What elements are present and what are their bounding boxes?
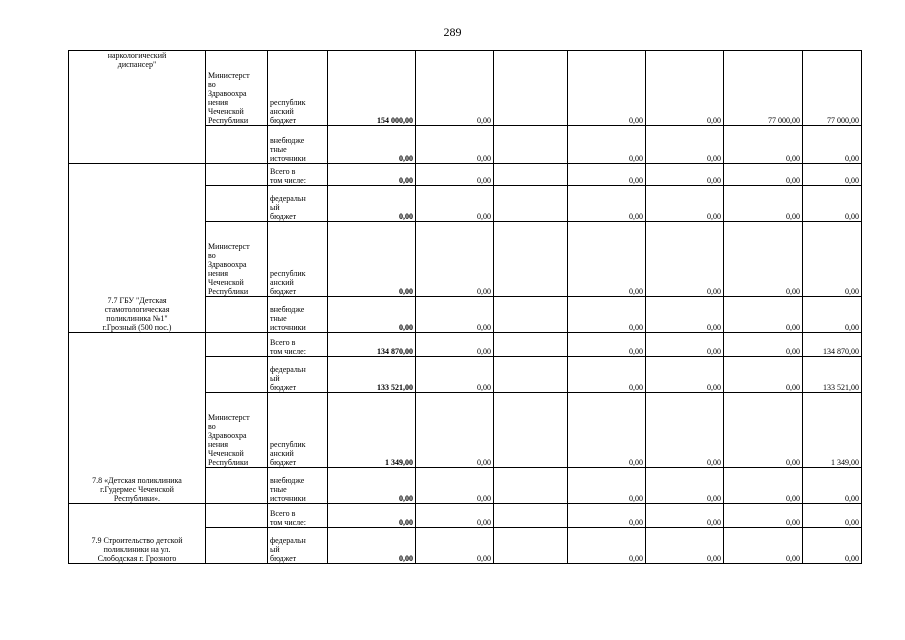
amount-cell — [494, 297, 568, 333]
amount-cell: 0,00 — [803, 222, 862, 297]
amount-cell: 0,00 — [568, 504, 646, 528]
organization-cell — [206, 126, 268, 164]
amount-cell: 0,00 — [416, 528, 494, 564]
amount-cell: 0,00 — [416, 504, 494, 528]
amount-cell: 0,00 — [724, 393, 803, 468]
amount-cell: 0,00 — [646, 357, 724, 393]
organization-cell — [206, 333, 268, 357]
amount-cell: 0,00 — [568, 333, 646, 357]
amount-cell: 0,00 — [724, 357, 803, 393]
amount-cell: 0,00 — [568, 186, 646, 222]
object-name-cell: 7.9 Строительство детской поликлиники на ул. Слободская г. Грозного — [69, 504, 206, 564]
total-amount-cell: 1 349,00 — [328, 393, 416, 468]
amount-cell: 0,00 — [416, 297, 494, 333]
total-amount-cell: 154 000,00 — [328, 51, 416, 126]
funding-source-cell: внебюдже тные источники — [268, 126, 328, 164]
amount-cell: 0,00 — [724, 297, 803, 333]
amount-cell: 133 521,00 — [803, 357, 862, 393]
funding-source-cell: федеральн ый бюджет — [268, 528, 328, 564]
amount-cell: 0,00 — [803, 528, 862, 564]
object-name-cell: 7.8 «Детская поликлиника г.Гудермес Чеченской Республики». — [69, 333, 206, 504]
page-number: 289 — [443, 25, 462, 39]
object-name-cell: наркологический диспансер" — [69, 51, 206, 164]
organization-cell: Министерст во Здравоохра нения Чеченской Республики — [206, 51, 268, 126]
amount-cell: 0,00 — [416, 393, 494, 468]
amount-cell: 134 870,00 — [803, 333, 862, 357]
organization-cell — [206, 186, 268, 222]
amount-cell — [494, 357, 568, 393]
organization-cell — [206, 504, 268, 528]
amount-cell: 0,00 — [803, 468, 862, 504]
amount-cell: 0,00 — [568, 297, 646, 333]
total-amount-cell: 134 870,00 — [328, 333, 416, 357]
funding-source-cell: федеральн ый бюджет — [268, 357, 328, 393]
amount-cell — [494, 504, 568, 528]
total-amount-cell: 0,00 — [328, 504, 416, 528]
amount-cell: 0,00 — [724, 186, 803, 222]
funding-source-cell: внебюдже тные источники — [268, 468, 328, 504]
amount-cell: 77 000,00 — [724, 51, 803, 126]
amount-cell: 0,00 — [568, 357, 646, 393]
amount-cell: 0,00 — [568, 126, 646, 164]
amount-cell: 0,00 — [646, 126, 724, 164]
amount-cell: 0,00 — [803, 186, 862, 222]
table-row — [69, 164, 862, 186]
total-amount-cell: 0,00 — [328, 468, 416, 504]
amount-cell: 0,00 — [724, 164, 803, 186]
amount-cell: 0,00 — [646, 528, 724, 564]
funding-source-cell: федеральн ый бюджет — [268, 186, 328, 222]
amount-cell: 0,00 — [416, 164, 494, 186]
amount-cell: 0,00 — [724, 528, 803, 564]
amount-cell: 1 349,00 — [803, 393, 862, 468]
amount-cell — [494, 468, 568, 504]
amount-cell: 0,00 — [724, 504, 803, 528]
amount-cell: 0,00 — [416, 51, 494, 126]
total-amount-cell: 0,00 — [328, 297, 416, 333]
total-amount-cell: 0,00 — [328, 164, 416, 186]
organization-cell — [206, 468, 268, 504]
amount-cell: 0,00 — [646, 222, 724, 297]
amount-cell: 0,00 — [568, 164, 646, 186]
organization-cell — [206, 297, 268, 333]
amount-cell — [494, 126, 568, 164]
amount-cell: 0,00 — [646, 468, 724, 504]
amount-cell: 0,00 — [646, 297, 724, 333]
amount-cell: 0,00 — [646, 333, 724, 357]
total-amount-cell: 0,00 — [328, 126, 416, 164]
amount-cell — [494, 333, 568, 357]
amount-cell: 0,00 — [803, 126, 862, 164]
amount-cell: 0,00 — [568, 222, 646, 297]
budget-table — [68, 50, 862, 564]
amount-cell: 0,00 — [568, 51, 646, 126]
amount-cell: 77 000,00 — [803, 51, 862, 126]
amount-cell: 0,00 — [646, 51, 724, 126]
amount-cell: 0,00 — [568, 528, 646, 564]
table-row — [69, 333, 862, 357]
total-amount-cell: 0,00 — [328, 528, 416, 564]
amount-cell: 0,00 — [724, 222, 803, 297]
amount-cell: 0,00 — [568, 468, 646, 504]
amount-cell: 0,00 — [416, 333, 494, 357]
amount-cell: 0,00 — [416, 186, 494, 222]
total-amount-cell: 133 521,00 — [328, 357, 416, 393]
organization-cell: Министерст во Здравоохра нения Чеченской Республики — [206, 222, 268, 297]
funding-source-cell: внебюдже тные источники — [268, 297, 328, 333]
amount-cell: 0,00 — [416, 126, 494, 164]
total-amount-cell: 0,00 — [328, 222, 416, 297]
amount-cell: 0,00 — [803, 297, 862, 333]
amount-cell: 0,00 — [646, 186, 724, 222]
funding-source-cell: Всего в том числе: — [268, 333, 328, 357]
amount-cell: 0,00 — [724, 468, 803, 504]
amount-cell: 0,00 — [646, 393, 724, 468]
funding-source-cell: республик анский бюджет — [268, 393, 328, 468]
table-row — [69, 51, 862, 126]
amount-cell: 0,00 — [416, 357, 494, 393]
amount-cell — [494, 222, 568, 297]
amount-cell: 0,00 — [646, 504, 724, 528]
amount-cell: 0,00 — [416, 468, 494, 504]
amount-cell: 0,00 — [416, 222, 494, 297]
amount-cell — [494, 393, 568, 468]
object-name-cell: 7.7 ГБУ "Детская стамотологическая поликлиника №1" г.Грозный (500 пос.) — [69, 164, 206, 333]
amount-cell: 0,00 — [724, 126, 803, 164]
funding-source-cell: Всего в том числе: — [268, 164, 328, 186]
funding-source-cell: республик анский бюджет — [268, 51, 328, 126]
funding-source-cell: республик анский бюджет — [268, 222, 328, 297]
funding-source-cell: Всего в том числе: — [268, 504, 328, 528]
amount-cell: 0,00 — [803, 504, 862, 528]
organization-cell — [206, 528, 268, 564]
amount-cell: 0,00 — [646, 164, 724, 186]
table-row — [69, 504, 862, 528]
amount-cell: 0,00 — [568, 393, 646, 468]
amount-cell — [494, 51, 568, 126]
organization-cell: Министерст во Здравоохра нения Чеченской Республики — [206, 393, 268, 468]
total-amount-cell: 0,00 — [328, 186, 416, 222]
amount-cell — [494, 186, 568, 222]
organization-cell — [206, 357, 268, 393]
amount-cell — [494, 528, 568, 564]
amount-cell: 0,00 — [803, 164, 862, 186]
organization-cell — [206, 164, 268, 186]
amount-cell: 0,00 — [724, 333, 803, 357]
amount-cell — [494, 164, 568, 186]
